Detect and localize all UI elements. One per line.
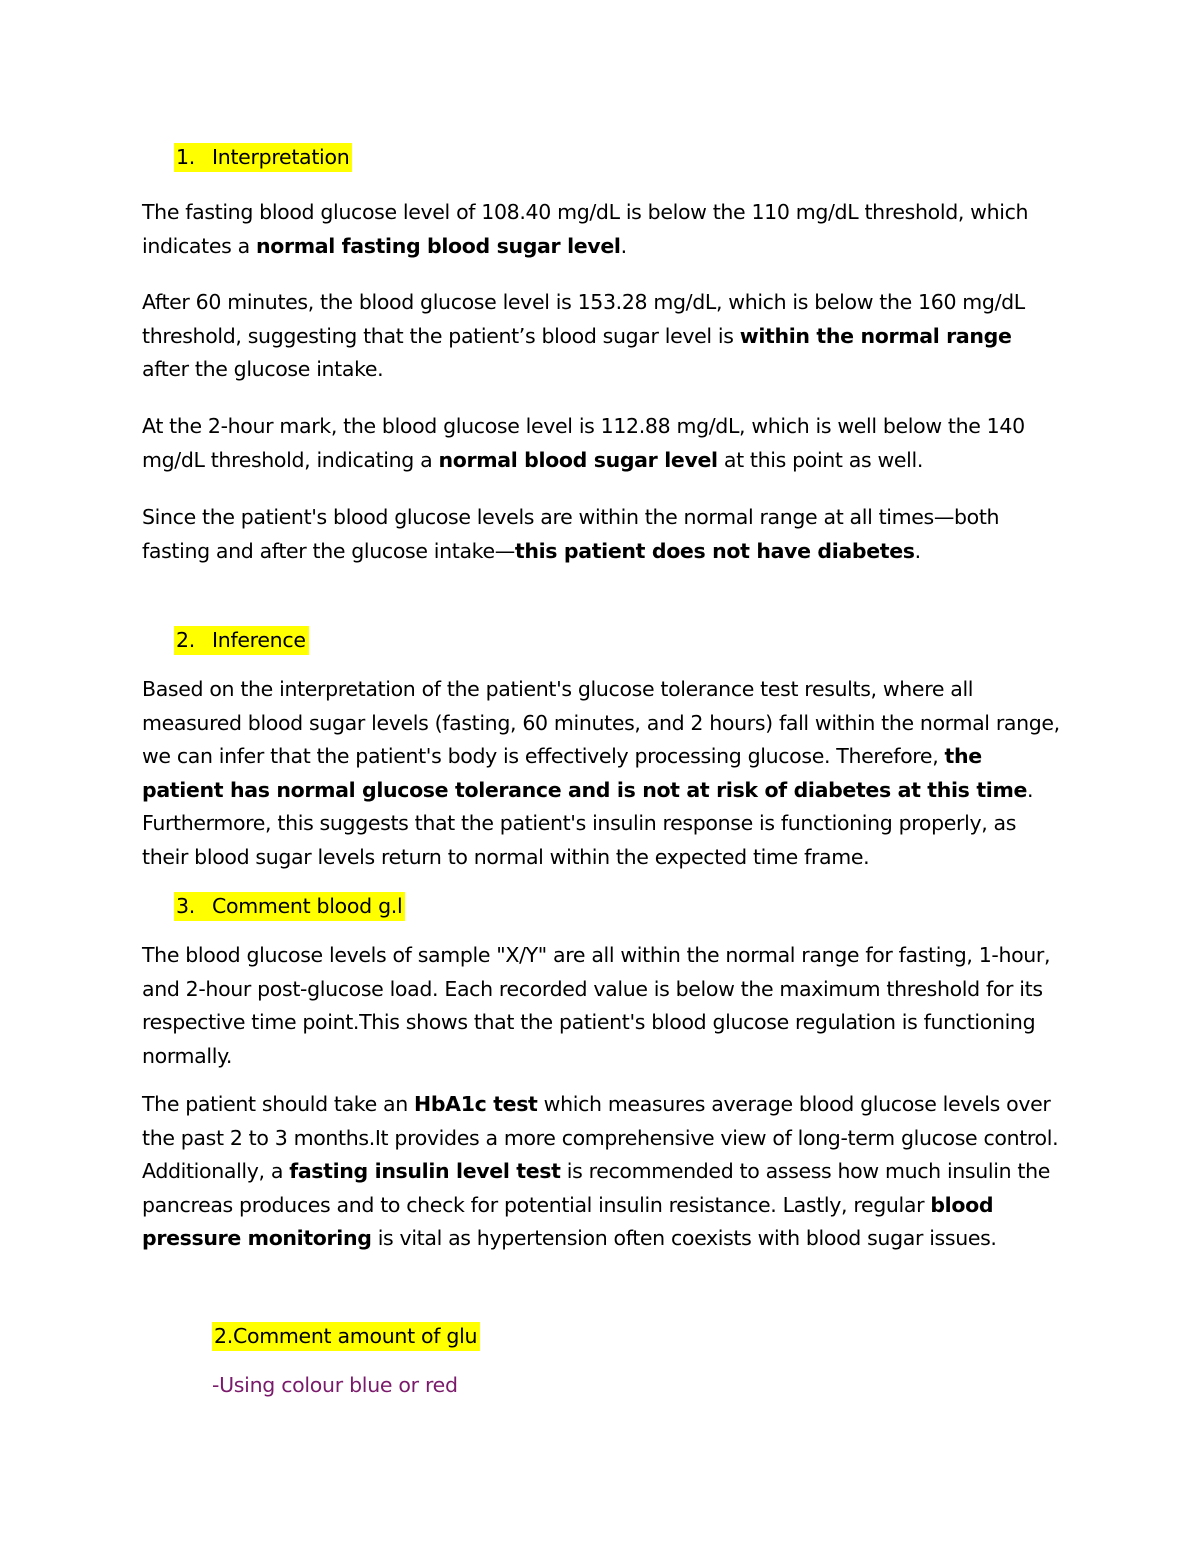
section-number: 1. [176,145,195,169]
paragraph [142,196,1062,263]
bold-text: blood pressure monitoring [142,1192,994,1250]
text-run: . Furthermore, this suggests that the patient's insulin response is functioning properly, as their blood sugar levels return to normal within the expected time frame. [142,777,1034,869]
text-run: at this point as well. [717,447,924,472]
text-run: The fasting blood glucose level of 108.40 mg/dL is below the 110 mg/dL threshold, which indicates a [142,200,1029,258]
paragraph [142,1088,1062,1256]
text-run: At the 2-hour mark, the blood glucose level is 112.88 mg/dL, which is well below the 140 mg/dL threshold, indicating a [142,414,1025,472]
text-run: The patient should take an [142,1092,415,1116]
section-heading-inference [174,626,309,654]
section-number: 3. [176,894,195,918]
section-number: 2. [176,628,195,652]
text-run: is vital as hypertension often coexists with blood sugar issues. [371,1226,997,1250]
bold-text: this patient does not have diabetes [514,538,915,563]
section-heading-comment-amount [212,1322,480,1350]
text-run: . [914,538,921,563]
section-heading-interpretation [174,143,352,171]
text-run: Since the patient's blood glucose levels are within the normal range at all times—both fasting and after the glucose intake— [142,505,1000,563]
note-text: -Using colour blue or red [212,1373,458,1397]
paragraph [142,673,1062,874]
bold-text: HbA1c test [414,1092,538,1116]
bold-text: normal blood sugar level [438,447,718,472]
text-run: after the glucose intake. [142,357,384,381]
paragraph [142,286,1062,387]
paragraph [142,410,1062,477]
text-run: . [620,233,627,258]
bold-text: fasting insulin level test [289,1159,561,1183]
section-title: Comment blood g.l [212,894,403,918]
section-title: Inference [212,628,306,652]
paragraph [142,501,1062,568]
paragraph [142,939,1062,1073]
section-heading-comment-blood [174,892,405,920]
bold-text: within the normal range [739,323,1012,348]
text-run: After 60 minutes, the blood glucose level is 153.28 mg/dL, which is below the 160 mg/dL threshold, suggesting that the patient’s blood sugar level is [142,290,1025,348]
section-title: 2.Comment amount of glu [212,1322,480,1351]
bold-text: normal fasting blood sugar level [255,233,621,258]
text-run: The blood glucose levels of sample "X/Y" are all within the normal range for fasting, 1-hour, and 2-hour post-glucose load. Each recorded value is below the maximum threshold for its respective time point.This shows that the patient's blood glucose regulation is functioning normally. [142,943,1051,1068]
section-title: Interpretation [212,145,350,169]
bold-text: the patient has normal glucose tolerance and is not at risk of diabetes at this time [142,744,1028,802]
text-run: is recommended to assess how much insulin the pancreas produces and to check for potential insulin resistance. Lastly, regular [142,1159,1050,1217]
text-run: Based on the interpretation of the patient's glucose tolerance test results, where all measured blood sugar levels (fasting, 60 minutes, and 2 hours) fall within the normal range, we can infer that the patient's body is effectively processing glucose. Therefore, [142,677,1060,768]
text-run: which measures average blood glucose levels over the past 2 to 3 months.It provides a more comprehensive view of long-term glucose control. Additionally, a [142,1092,1059,1183]
